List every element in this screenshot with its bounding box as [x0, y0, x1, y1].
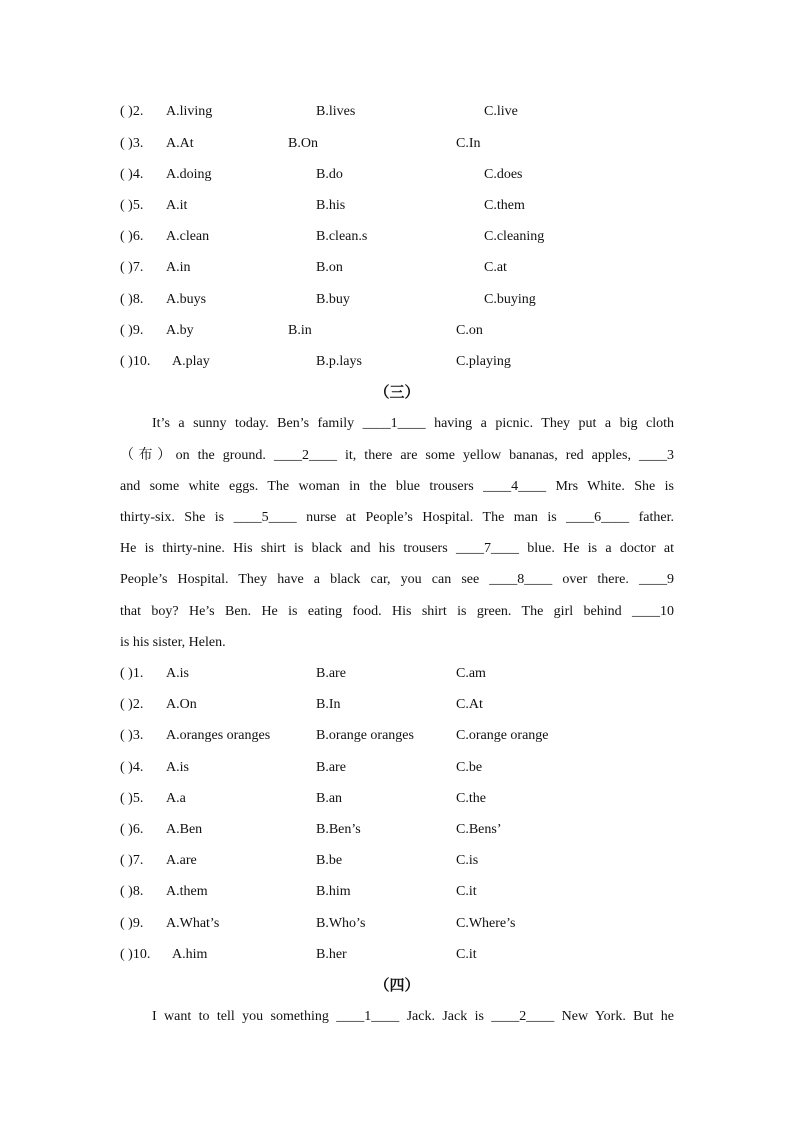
question-number: ( )4.	[120, 167, 144, 182]
question-number: ( )10.	[120, 354, 151, 369]
question-number: ( )1.	[120, 666, 144, 681]
option-c: C.Bens’	[456, 822, 502, 837]
passage-line: He is thirty-nine. His shirt is black and his trousers ____7____ blue. He is a doctor at	[120, 541, 674, 556]
option-c: C.on	[456, 323, 483, 338]
option-a: A.What’s	[166, 916, 220, 931]
option-c: C.be	[456, 760, 483, 775]
option-c: C.live	[484, 104, 518, 119]
question-number: ( )10.	[120, 947, 151, 962]
option-b: B.do	[316, 167, 343, 182]
option-a: A.a	[166, 791, 186, 806]
question-number: ( )9.	[120, 916, 144, 931]
option-a: A.in	[166, 260, 191, 275]
question-number: ( )5.	[120, 198, 144, 213]
option-a: A.is	[166, 760, 189, 775]
option-c: C.is	[456, 853, 479, 868]
option-a: A.On	[166, 697, 197, 712]
option-c: C.Where’s	[456, 916, 516, 931]
option-b: B.her	[316, 947, 347, 962]
option-b: B.are	[316, 760, 346, 775]
option-b: B.Who’s	[316, 916, 366, 931]
option-a: A.At	[166, 136, 194, 151]
passage-line: and some white eggs. The woman in the blue trousers ____4____ Mrs White. She is	[120, 479, 674, 494]
option-b: B.be	[316, 853, 343, 868]
option-b: B.him	[316, 884, 351, 899]
option-a: A.is	[166, 666, 189, 681]
option-c: C.the	[456, 791, 486, 806]
option-b: B.clean.s	[316, 229, 368, 244]
option-a: A.oranges oranges	[166, 728, 271, 743]
passage-line: thirty-six. She is ____5____ nurse at People’s Hospital. The man is ____6____ father.	[120, 510, 674, 525]
option-c: C.am	[456, 666, 486, 681]
option-b: B.lives	[316, 104, 356, 119]
option-a: A.doing	[166, 167, 212, 182]
question-number: ( )5.	[120, 791, 144, 806]
option-b: B.orange oranges	[316, 728, 414, 743]
passage-line: It’s a sunny today. Ben’s family ____1____ having a picnic. They put a big cloth	[152, 416, 674, 431]
option-c: C.them	[484, 198, 525, 213]
option-b: B.are	[316, 666, 346, 681]
question-number: ( )2.	[120, 697, 144, 712]
question-number: ( )8.	[120, 884, 144, 899]
question-number: ( )9.	[120, 323, 144, 338]
option-b: B.his	[316, 198, 346, 213]
option-a: A.them	[166, 884, 208, 899]
option-c: C.buying	[484, 292, 536, 307]
option-c: C.playing	[456, 354, 511, 369]
question-number: ( )8.	[120, 292, 144, 307]
option-a: A.it	[166, 198, 188, 213]
passage-line: I want to tell you something ____1____ Jack. Jack is ____2____ New York. But he	[152, 1009, 674, 1024]
option-b: B.buy	[316, 292, 350, 307]
question-number: ( )2.	[120, 104, 144, 119]
option-b: B.On	[288, 136, 318, 151]
option-b: B.In	[316, 697, 341, 712]
question-number: ( )6.	[120, 229, 144, 244]
option-c: C.cleaning	[484, 229, 545, 244]
question-number: ( )7.	[120, 853, 144, 868]
option-a: A.Ben	[166, 822, 203, 837]
option-c: C.At	[456, 697, 483, 712]
option-c: C.does	[484, 167, 523, 182]
section-heading: （三）	[374, 383, 420, 401]
question-number: ( )3.	[120, 136, 144, 151]
option-b: B.Ben’s	[316, 822, 361, 837]
option-b: B.an	[316, 791, 343, 806]
question-number: ( )6.	[120, 822, 144, 837]
question-number: ( )4.	[120, 760, 144, 775]
option-b: B.in	[288, 323, 312, 338]
passage-line: that boy? He’s Ben. He is eating food. His shirt is green. The girl behind ____10	[120, 604, 674, 619]
option-c: C.it	[456, 884, 477, 899]
option-c: C.In	[456, 136, 481, 151]
question-number: ( )3.	[120, 728, 144, 743]
option-a: A.living	[166, 104, 213, 119]
option-c: C.at	[484, 260, 507, 275]
option-a: A.by	[166, 323, 194, 338]
option-b: B.p.lays	[316, 354, 362, 369]
passage-line: （布）on the ground. ____2____ it, there are some yellow bananas, red apples, ____3	[120, 448, 674, 463]
section-heading: （四）	[374, 976, 420, 994]
option-a: A.play	[172, 354, 210, 369]
option-c: C.it	[456, 947, 477, 962]
option-c: C.orange orange	[456, 728, 549, 743]
question-number: ( )7.	[120, 260, 144, 275]
option-a: A.are	[166, 853, 197, 868]
passage-line: is his sister, Helen.	[120, 635, 226, 650]
option-a: A.buys	[166, 292, 207, 307]
passage-line: People’s Hospital. They have a black car, you can see ____8____ over there. ____9	[120, 572, 674, 587]
option-a: A.clean	[166, 229, 210, 244]
option-b: B.on	[316, 260, 343, 275]
option-a: A.him	[172, 947, 208, 962]
